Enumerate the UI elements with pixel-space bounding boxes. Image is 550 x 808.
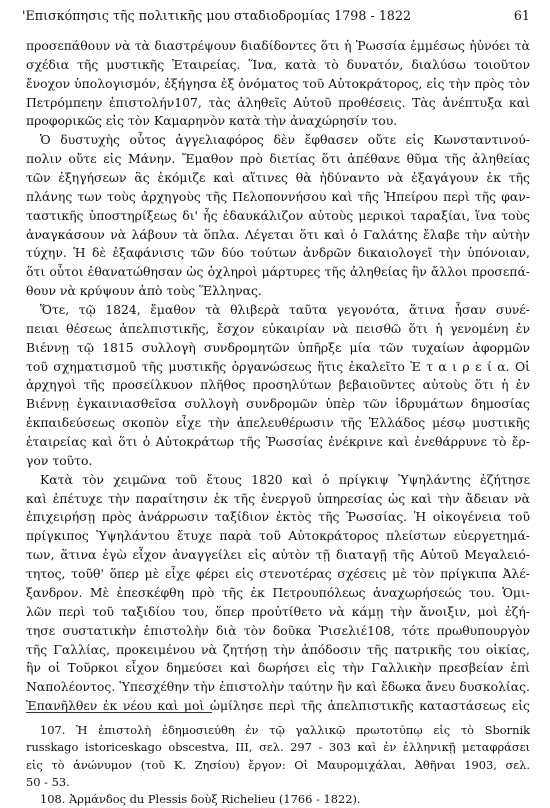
text-line: ἀρχηγοὶ τῆς προσείλκυον πλῆθος προσηλύτων βεβαιοῦντες αὐτοὺς ὅτι ἡ ἐν: [26, 377, 530, 393]
text-line: ἔνοχον ὑπολογισμόν, ἐξήγησα ἐξ ὀνόματος τοῦ Αὐτοκράτορος, εἰς τὴν πρὸς τὸν: [26, 75, 530, 91]
footnote-line: 108. Ἀρμάνδος du Plessis δοὺξ Richelieu (1766 - 1822).: [40, 792, 361, 807]
text-line: τησε συστατικὴν ἐπιστολὴν διὰ τὸν δοῦκα Ῥισελιέ108, τότε πρωθυπουργὸν: [26, 622, 530, 638]
text-line: πειαι θέσεως ἀπελπιστικῆς, ἔσχον εὐκαιρίαν νὰ πεισθῶ ὅτι ἡ γενομένη ἐν: [26, 320, 530, 336]
text-line: τοῦ σχηματισμοῦ τῆς μυστικῆς ὀργανώσεως ἥτις ἐκαλεῖτο Ἑ τ α ι ρ ε ί α. Οἱ: [26, 358, 530, 374]
running-header: [22, 8, 530, 26]
footnote-line: russkago istoriceskago obscestva, III, σελ. 297 - 303 καὶ ἐν ἑλληνικῇ μεταφράσει: [26, 740, 530, 755]
body-text: [26, 37, 530, 716]
page-number: 61: [513, 8, 530, 23]
text-line: Πετρόμπεην ἐπιστολήν107, τὰς ἀληθεῖς Αὐτοῦ προθέσεις. Τὰς ἀνέπτυξα καὶ: [26, 94, 530, 110]
text-line: ξανδρον. Μὲ ἐπεσκέφθη πρὸ τῆς ἐκ Πετρουπόλεως ἀναχωρήσεώς του. Ὁμι-: [26, 584, 530, 600]
running-title: 'Επισκόπησις τῆς πολιτικῆς μου σταδιοδρομίας 1798 - 1822: [22, 8, 412, 23]
text-line: πλάνης των τοὺς ἀρχηγοὺς τῆς Πελοποννήσου καὶ τῆς Ἠπείρου περὶ τῆς φαν-: [26, 188, 530, 204]
text-line: πρίγκιπος Ὑψηλάντου ἔτυχε παρὰ τοῦ Αὐτοκράτορος πλείστων εὐεργετημά-: [26, 528, 530, 544]
text-line: ἐκπαιδεύσεως σκοπὸν εἶχε τὴν ἀπελευθέρωσιν τῆς Ἑλλάδος μέσῳ μυστικῆς: [26, 415, 530, 431]
footnote-line: εἰς τὸ ἀνώνυμον (τοῦ Κ. Ζησίου) ἔργον: Οἱ Μαυρομιχάλαι, Ἀθῆναι 1903, σελ.: [26, 757, 530, 772]
text-line: τῆς Γαλλίας, προκειμένου νὰ ζητήσῃ τὴν ἀπόδοσιν τῆς πατρικῆς του οἰκίας,: [26, 641, 530, 657]
footnote-line: 107. Ἡ ἐπιστολὴ ἐδημοσιεύθη ἐν τῷ γαλλικῷ πρωτοτύπῳ εἰς τὸ Sbornik: [40, 723, 530, 737]
footnote-line: 50 - 53.: [26, 774, 70, 789]
text-line: Ὁ δυστυχὴς οὗτος ἀγγελιαφόρος δὲν ἔφθασεν οὔτε εἰς Κωνσταντινού-: [40, 132, 530, 148]
text-line: Κατὰ τὸν χειμῶνα τοῦ ἔτους 1820 καὶ ὁ πρίγκιψ Ὑψηλάντης ἐζήτησε: [40, 471, 530, 487]
text-line: πολιν οὔτε εἰς Μάνην. Ἔμαθον πρὸ διετίας ὅτι ἀπέθανε θῦμα τῆς ἀληθείας: [26, 151, 530, 167]
text-line: σχέδια τῆς μυστικῆς Ἑταιρείας. Ἵνα, κατὰ τὸ δυνατόν, διαλύσω τοιοῦτον: [26, 56, 530, 72]
text-line: Βιέννῃ τῷ 1815 συλλογὴ συνδρομητῶν ὑπῆρξε μία τῶν τυχαίων ἀφορμῶν: [26, 339, 530, 355]
text-line: λῶν περὶ τοῦ ταξιδίου του, ὅπερ προὐτίθετο νὰ κάμῃ τὴν ἄνοιξιν, μοὶ ἐζή-: [26, 603, 530, 619]
text-line: των, ἅτινα ἐγὼ εἶχον ἀναγγείλει εἰς αὐτὸν τῇ διαταγῇ τῆς Αὐτοῦ Μεγαλειό-: [26, 547, 530, 563]
footnotes: [26, 722, 530, 808]
text-line: ἣν οἱ Τοῦρκοι εἶχον δημεύσει καὶ δωρήσει εἰς τὴν Γαλλικὴν πρεσβείαν ἐπὶ: [26, 660, 530, 676]
text-line: ἀναγκάσουν νὰ λάβουν τὰ ὅπλα. Λέγεται ὅτι καὶ ὁ Γαλάτης ἔλαβε τὴν αὐτὴν: [26, 226, 530, 242]
footnote-rule: [26, 712, 212, 713]
text-line: Ὅτε, τῷ 1824, ἔμαθον τὰ θλιβερὰ ταῦτα γεγονότα, ἅτινα ἦσαν συνέ-: [40, 302, 530, 318]
text-line: τύχην. Ἡ δὲ ἐξαφάνισις τῶν δύο τούτων ἀνδρῶν δικαιολογεῖ τὴν ὑπόνοιαν,: [26, 245, 530, 261]
text-line: προφορικῶς εἰς τὸν Καμαρηνὸν κατὰ τὴν ἀναχώρησίν του.: [26, 113, 398, 129]
text-line: Ναπολέοντος. Ὑπεσχέθην τὴν ἐπιστολὴν ταύτην ἣν καὶ ἔδωκα ἄνευ δυσκολίας.: [26, 679, 530, 695]
text-line: τητος, τοῦθ' ὅπερ μὲ εἶχε φέρει εἰς στενοτέρας σχέσεις μὲ τὸν πρίγκιπα Ἀλέ-: [26, 566, 530, 582]
text-line: ταστικῆς ὑποστηρίξεως δι' ἧς ἐδαυκάλιζον αὐτοὺς μερικοὶ ταραξίαι, ἵνα τοὺς: [26, 207, 530, 223]
text-line: Ἐπανῆλθεν ἐκ νέου καὶ μοὶ ὡμίλησε περὶ τῆς ἀπελπιστικῆς καταστάσεως εἰς: [26, 698, 530, 714]
text-line: θουν νὰ κρύψουν ἀπὸ τοὺς Ἕλληνας.: [26, 283, 262, 299]
text-line: προσεπάθουν νὰ τὰ διαστρέψουν διαδίδοντες ὅτι ἡ Ῥωσσία ἐμμέσως ἠὐνόει τὰ: [26, 38, 530, 53]
text-line: καὶ ἐπέτυχε τὴν παραίτησιν ἐκ τῆς ἐνεργοῦ ὑπηρεσίας ὡς καὶ τὴν ἄδειαν νὰ: [26, 490, 530, 506]
text-line: ἑταιρείας καὶ ὅτι ὁ Αὐτοκράτωρ τῆς Ῥωσσίας ἐνέκρινε καὶ ἐνεθάρρυνε τὸ ἔρ-: [26, 434, 530, 450]
text-line: ὅτι οὗτοι ἐθανατώθησαν ὡς ὀχληροὶ μάρτυρες τῆς ἀληθείας ἣν ἄλλοι προσεπά-: [26, 264, 530, 280]
text-line: ἐπιχειρήσῃ πρὸς ἀνάρρωσιν ταξίδιον ἐκτὸς τῆς Ῥωσσίας. Ἡ οἰκογένεια τοῦ: [26, 509, 530, 525]
text-line: Βιέννῃ ἐγκαινιασθεῖσα συλλογὴ συνδρομῶν ὑπὲρ τῶν ἱδρυμάτων δημοσίας: [26, 396, 530, 412]
text-line: γον τοῦτο.: [26, 452, 93, 468]
text-line: τῶν ἐξηγήσεων ἃς ἐκόμιζε καὶ αἵτινες θὰ ἠδύναντο νὰ ἐξαγάγουν ἐκ τῆς: [26, 170, 530, 186]
